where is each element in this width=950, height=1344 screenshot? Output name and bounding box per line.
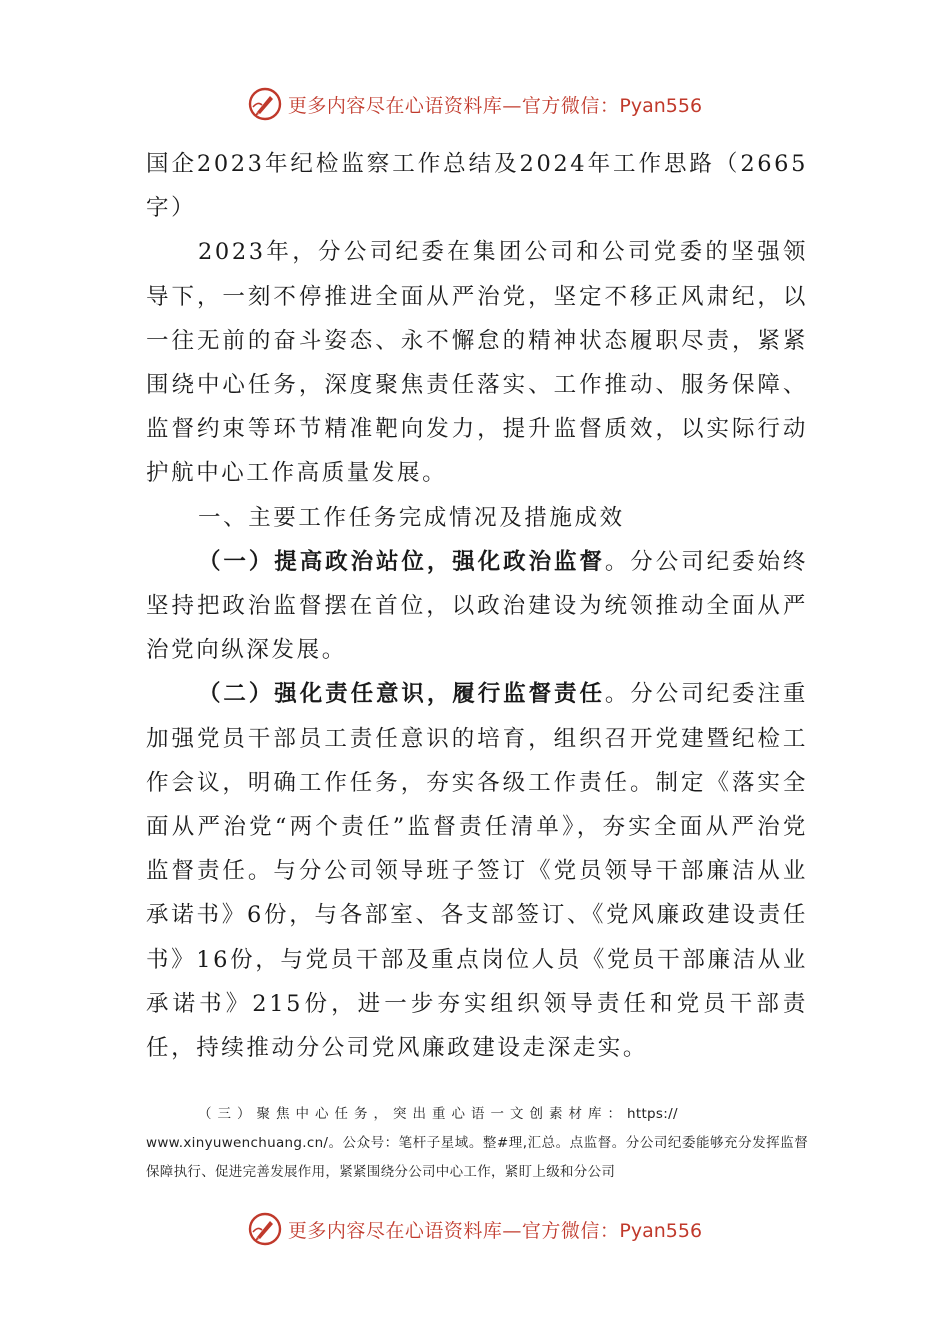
footnote-url-start: https://	[627, 1106, 678, 1122]
header-banner	[0, 82, 950, 126]
item-2-text: 。分公司纪委注重加强党员干部员工责任意识的培育，组织召开党建暨纪检工作会议，明确工作任务，夯实各级工作责任。制定《落实全面从严治党“两个责任”监督责任清单》，夯实全面从严治党监督责任。与分公司领导班子签订《党员领导干部廉洁从业承诺书》6份，与各部室、各支部签订、《党风廉政建设责任书》16份，与党员干部及重点岗位人员《党员干部廉洁从业承诺书》215份，进一步夯实组织领导责任和党员干部责任，持续推动分公司党风廉政建设走深走实。	[146, 681, 808, 1062]
item-2-paragraph	[146, 672, 808, 1070]
footer-banner	[0, 1207, 950, 1251]
footnote-line-1: （三）聚焦中心任务，突出重心语一文创素材库：https://	[198, 1106, 678, 1122]
pen-logo-icon	[248, 1212, 282, 1246]
document-title: 国企2023年纪检监察工作总结及2024年工作思路（2665字）	[146, 151, 808, 222]
wechat-id: Pyan556	[619, 94, 703, 117]
banner-text: 更多内容尽在心语资料库—官方微信：Pyan556	[287, 1219, 703, 1242]
banner-text: 更多内容尽在心语资料库—官方微信：Pyan556	[287, 94, 703, 117]
wechat-id: Pyan556	[619, 1219, 703, 1242]
footnote-block	[146, 1100, 808, 1187]
item-1-paragraph	[146, 540, 808, 673]
item-1-text: 。分公司纪委始终坚持把政治监督摆在首位，以政治建设为统领推动全面从严治党向纵深发展。	[146, 548, 808, 664]
item-1-heading: （一）提高政治站位，强化政治监督	[198, 548, 605, 575]
document-body	[146, 142, 808, 1070]
footnote-line-2: www.xinyuwenchuang.cn/。公众号：笔杆子星域。整#理,汇总。点监督。分公司纪委能够充分发挥监督保障执行、促进完善发展作用，紧紧围绕分公司中心工作，紧盯上级和分公司	[146, 1135, 808, 1180]
item-2-heading: （二）强化责任意识，履行监督责任	[198, 681, 605, 708]
intro-paragraph: 2023年，分公司纪委在集团公司和公司党委的坚强领导下，一刻不停推进全面从严治党，坚定不移正风肃纪，以一往无前的奋斗姿态、永不懈怠的精神状态履职尽责，紧紧围绕中心任务，深度聚焦责任落实、工作推动、服务保障、监督约束等环节精准靶向发力，提升监督质效，以实际行动护航中心工作高质量发展。	[146, 239, 808, 487]
pen-logo-icon	[248, 87, 282, 121]
section-heading-1: 一、主要工作任务完成情况及措施成效	[198, 504, 625, 531]
